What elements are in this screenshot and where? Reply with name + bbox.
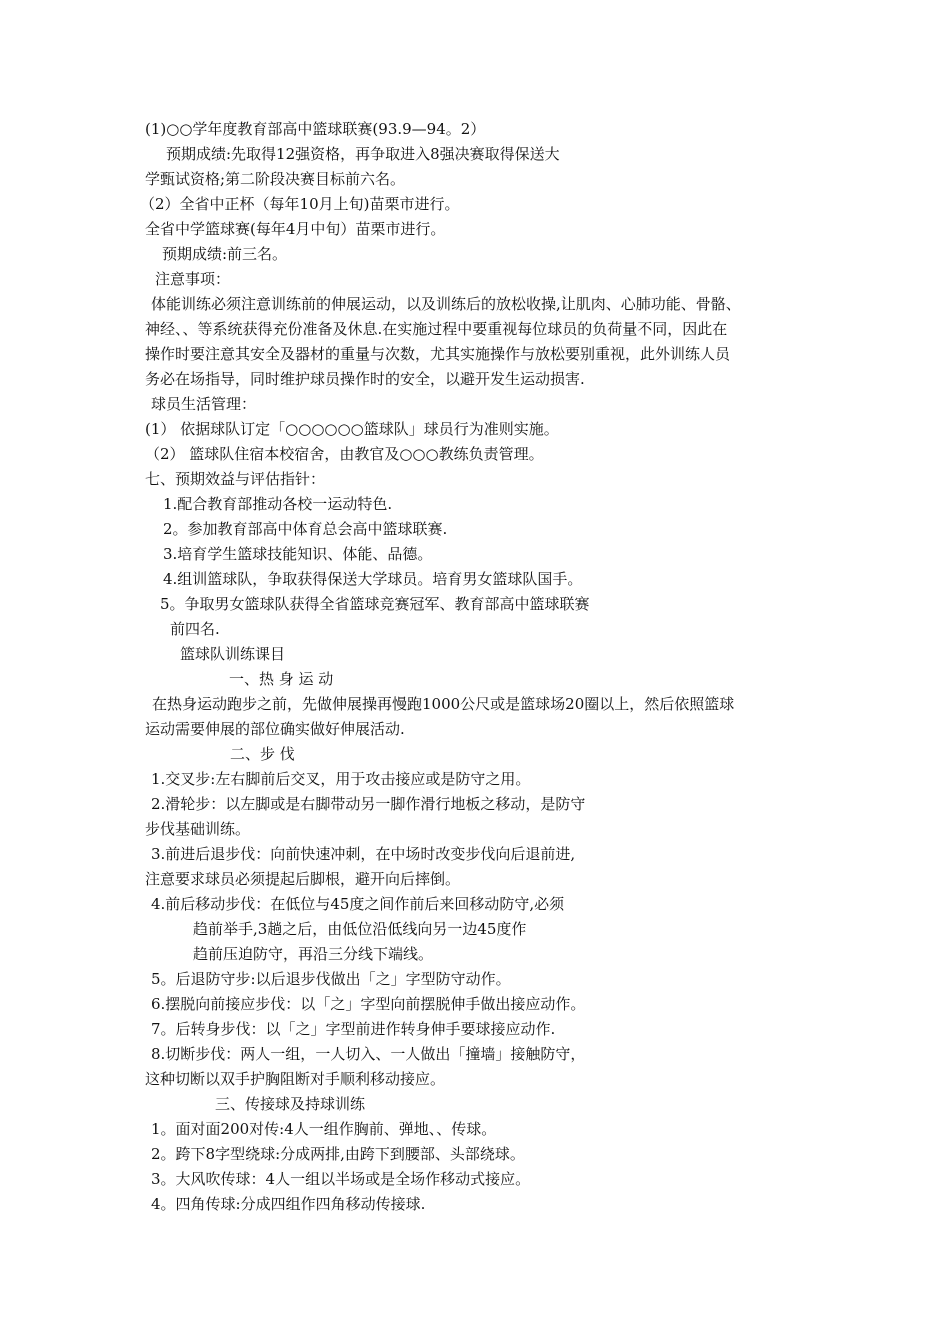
section-heading: 三、传接球及持球训练 [215, 1095, 366, 1113]
list-item: 2。参加教育部高中体育总会高中篮球联赛. [163, 520, 448, 538]
text-line: 预期成绩:先取得12强资格，再争取进入8强决赛取得保送大 [166, 145, 560, 163]
text-line: 在热身运动跑步之前，先做伸展操再慢跑1000公尺或是篮球场20圈以上，然后依照篮球 [152, 695, 735, 713]
text-line: （2） 篮球队住宿本校宿舍，由教官及○○○教练负责管理。 [145, 445, 544, 463]
list-item: 6.摆脱向前接应步伐：以「之」字型向前摆脱伸手做出接应动作。 [151, 995, 586, 1013]
text-line: 务必在场指导，同时维护球员操作时的安全，以避开发生运动损害. [145, 370, 585, 388]
document-title: 篮球队训练课目 [180, 645, 286, 663]
list-item: 7。后转身步伐：以「之」字型前进作转身伸手要球接应动作. [151, 1020, 556, 1038]
list-item: 2。跨下8字型绕球:分成两排,由跨下到腰部、头部绕球。 [151, 1145, 525, 1163]
list-item: 4。四角传球:分成四组作四角移动传接球. [151, 1195, 426, 1213]
text-line: （2）全省中正杯（每年10月上旬)苗栗市进行。 [140, 195, 460, 213]
list-item: 5。后退防守步:以后退步伐做出「之」字型防守动作。 [151, 970, 511, 988]
section-heading: 一、热 身 运 动 [229, 670, 334, 688]
list-item: 1。面对面200对传:4人一组作胸前、弹地、、传球。 [151, 1120, 497, 1138]
list-item: 8.切断步伐：两人一组，一人切入、一人做出「撞墙」接触防守， [151, 1045, 586, 1063]
list-item: 3。大风吹传球：4人一组以半场或是全场作移动式接应。 [151, 1170, 531, 1188]
text-line: 前四名. [170, 620, 220, 638]
list-item: 1.交叉步:左右脚前后交叉，用于攻击接应或是防守之用。 [151, 770, 531, 788]
list-item: 3.培育学生篮球技能知识、体能、品德。 [163, 545, 433, 563]
text-line: 学甄试资格;第二阶段决赛目标前六名。 [145, 170, 406, 188]
text-line: 预期成绩:前三名。 [162, 245, 288, 263]
text-line: 操作时要注意其安全及器材的重量与次数，尤其实施操作与放松要别重视，此外训练人员 [145, 345, 731, 363]
section-heading: 注意事项： [155, 270, 231, 288]
text-line: 趋前举手,3趟之后，由低位沿低线向另一边45度作 [193, 920, 527, 938]
list-item: 2.滑轮步：以左脚或是右脚带动另一脚作滑行地板之移动，是防守 [151, 795, 586, 813]
section-heading: 球员生活管理： [151, 395, 257, 413]
list-item: 5。争取男女篮球队获得全省篮球竞赛冠军、教育部高中篮球联赛 [160, 595, 590, 613]
list-item: 3.前进后退步伐：向前快速冲刺，在中场时改变步伐向后退前进, [151, 845, 576, 863]
text-line: 运动需要伸展的部位确实做好伸展活动. [145, 720, 405, 738]
text-line: 神经、、等系统获得充份准备及休息.在实施过程中要重视每位球员的负荷量不同，因此在 [145, 320, 728, 338]
text-line: 趋前压迫防守，再沿三分线下端线。 [193, 945, 434, 963]
list-item: 4.前后移动步伐：在低位与45度之间作前后来回移动防守,必须 [151, 895, 565, 913]
text-line: 注意要求球员必须提起后脚根，避开向后摔倒。 [145, 870, 461, 888]
text-line: 体能训练必须注意训练前的伸展运动，以及训练后的放松收操,让肌肉、心肺功能、骨骼、 [151, 295, 741, 313]
section-heading: 七、预期效益与评估指针： [145, 470, 326, 488]
text-line: (1)○○学年度教育部高中篮球联赛(93.9—94。2） [145, 120, 486, 138]
section-heading: 二、步 伐 [230, 745, 295, 763]
text-line: 全省中学篮球赛(每年4月中旬）苗栗市进行。 [145, 220, 446, 238]
text-line: 步伐基础训练。 [145, 820, 251, 838]
list-item: 1.配合教育部推动各校一运动特色. [163, 495, 393, 513]
text-line: 这种切断以双手护胸阻断对手顺利移动接应。 [145, 1070, 446, 1088]
list-item: 4.组训篮球队，争取获得保送大学球员。培育男女篮球队国手。 [163, 570, 583, 588]
text-line: (1） 依据球队订定「○○○○○○篮球队」球员行为准则实施。 [145, 420, 559, 438]
